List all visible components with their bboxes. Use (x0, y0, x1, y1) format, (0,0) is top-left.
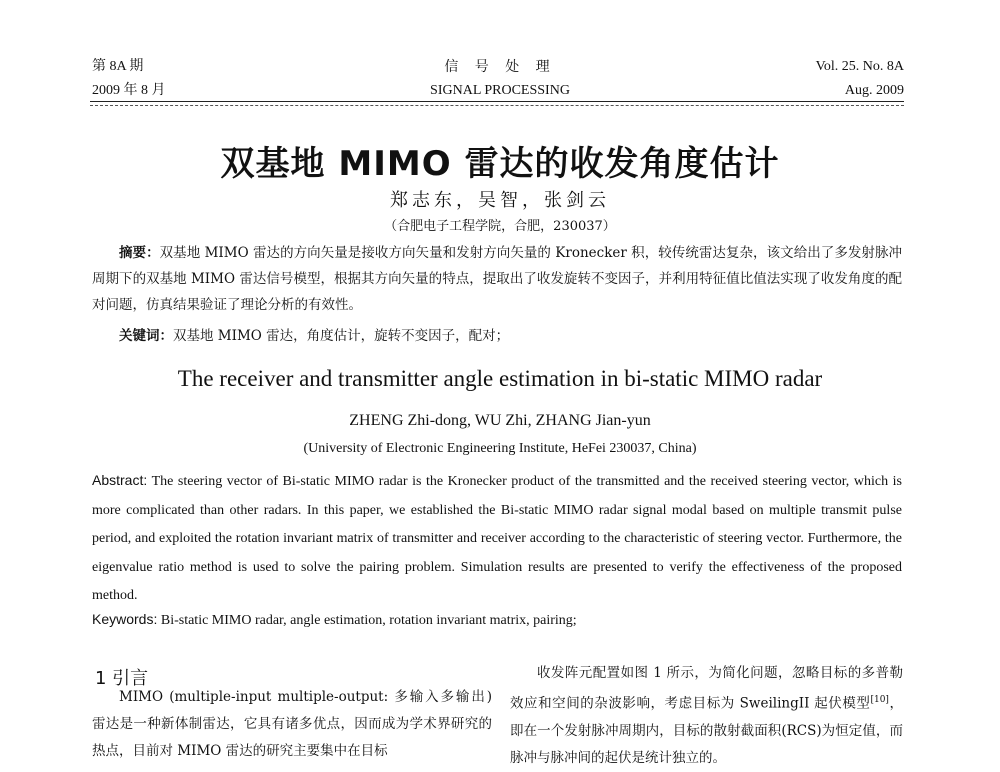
header-journal-en: SIGNAL PROCESSING (430, 83, 570, 98)
authors-cn: 郑志东，吴智，张剑云 (390, 190, 610, 211)
section-1-heading: 1 引言 (95, 668, 149, 689)
section-1-right-text (510, 660, 903, 772)
authors-en: ZHENG Zhi-dong, WU Zhi, ZHANG Jian-yun (349, 412, 651, 429)
header-journal-cn: 信 号 处 理 (444, 59, 556, 75)
header-rule (90, 101, 904, 102)
affiliation-cn: （合肥电子工程学院，合肥，230037） (384, 219, 616, 234)
section-1-left-text: MIMO (multiple-input multiple-output: 多输入多输出) 雷达是一种新体制雷达，它具有诸多优点，因而成为学术界研究的热点，目前对 MIMO 雷达的研究主要集中在目标 (92, 689, 492, 759)
keywords-en-label: Keywords: (92, 611, 158, 627)
abstract-cn-text: 双基地 MIMO 雷达的方向矢量是接收方向矢量和发射方向矢量的 Kronecker 积，较传统雷达复杂，该文给出了多发射脉冲周期下的双基地 MIMO 雷达信号模型，根据其方向矢量的特点，提取出了收发旋转不变因子，并利用特征值比值法实现了收发角度的配对问题，仿真结果验证了理论分析的有效性。 (92, 245, 903, 313)
abstract-en-text: The steering vector of Bi-static MIMO radar is the Kronecker product of the transmitted and the received steering vector, which is more complicated than other radars. In this paper, we established the Bi-static MIMO radar signal modal based on multiple transmit pulse period, and exploited the rotation invariant matrix of transmitter and receiver according to the characteristic of steering vector. Furthermore, the eigenvalue ratio method is used to solve the pairing problem. Simulation results are presented to verify the effectiveness of the proposed method. (92, 474, 902, 603)
paper-title-cn: 双基地 MIMO 雷达的收发角度估计 (220, 144, 780, 184)
abstract-cn (92, 240, 902, 318)
keywords-en (92, 608, 902, 632)
header-volume: Vol. 25. No. 8A (815, 59, 904, 74)
abstract-cn-label: 摘要： (119, 245, 160, 261)
header-date-en: Aug. 2009 (844, 83, 904, 98)
paper-title-en: The receiver and transmitter angle estimation in bi-static MIMO radar (177, 366, 823, 391)
keywords-cn (92, 323, 902, 349)
header-issue: 第 8A 期 (92, 59, 144, 74)
affiliation-en: (University of Electronic Engineering Institute, HeFei 230037, China) (303, 441, 697, 456)
right-text-part2: ，即在一个发射脉冲周期内，目标的散射截面积(RCS)为恒定值，而脉冲与脉冲间的起伏是统计独立的。 (510, 695, 903, 766)
keywords-cn-label: 关键词： (119, 328, 173, 344)
header-dashed-rule (90, 105, 904, 106)
header-date-cn: 2009 年 8 月 (92, 83, 166, 98)
keywords-en-text: Bi-static MIMO radar, angle estimation, rotation invariant matrix, pairing; (160, 613, 577, 628)
right-text-part1: 收发阵元配置如图 1 所示，为简化问题，忽略目标的多普勒效应和空间的杂波影响，考虑目标为 SweilingII 起伏模型 (510, 665, 903, 712)
abstract-en (92, 466, 902, 611)
citation-ref: [10] (870, 695, 889, 705)
keywords-cn-text: 双基地 MIMO 雷达，角度估计，旋转不变因子，配对； (173, 328, 510, 344)
abstract-en-label: Abstract: (92, 472, 148, 488)
